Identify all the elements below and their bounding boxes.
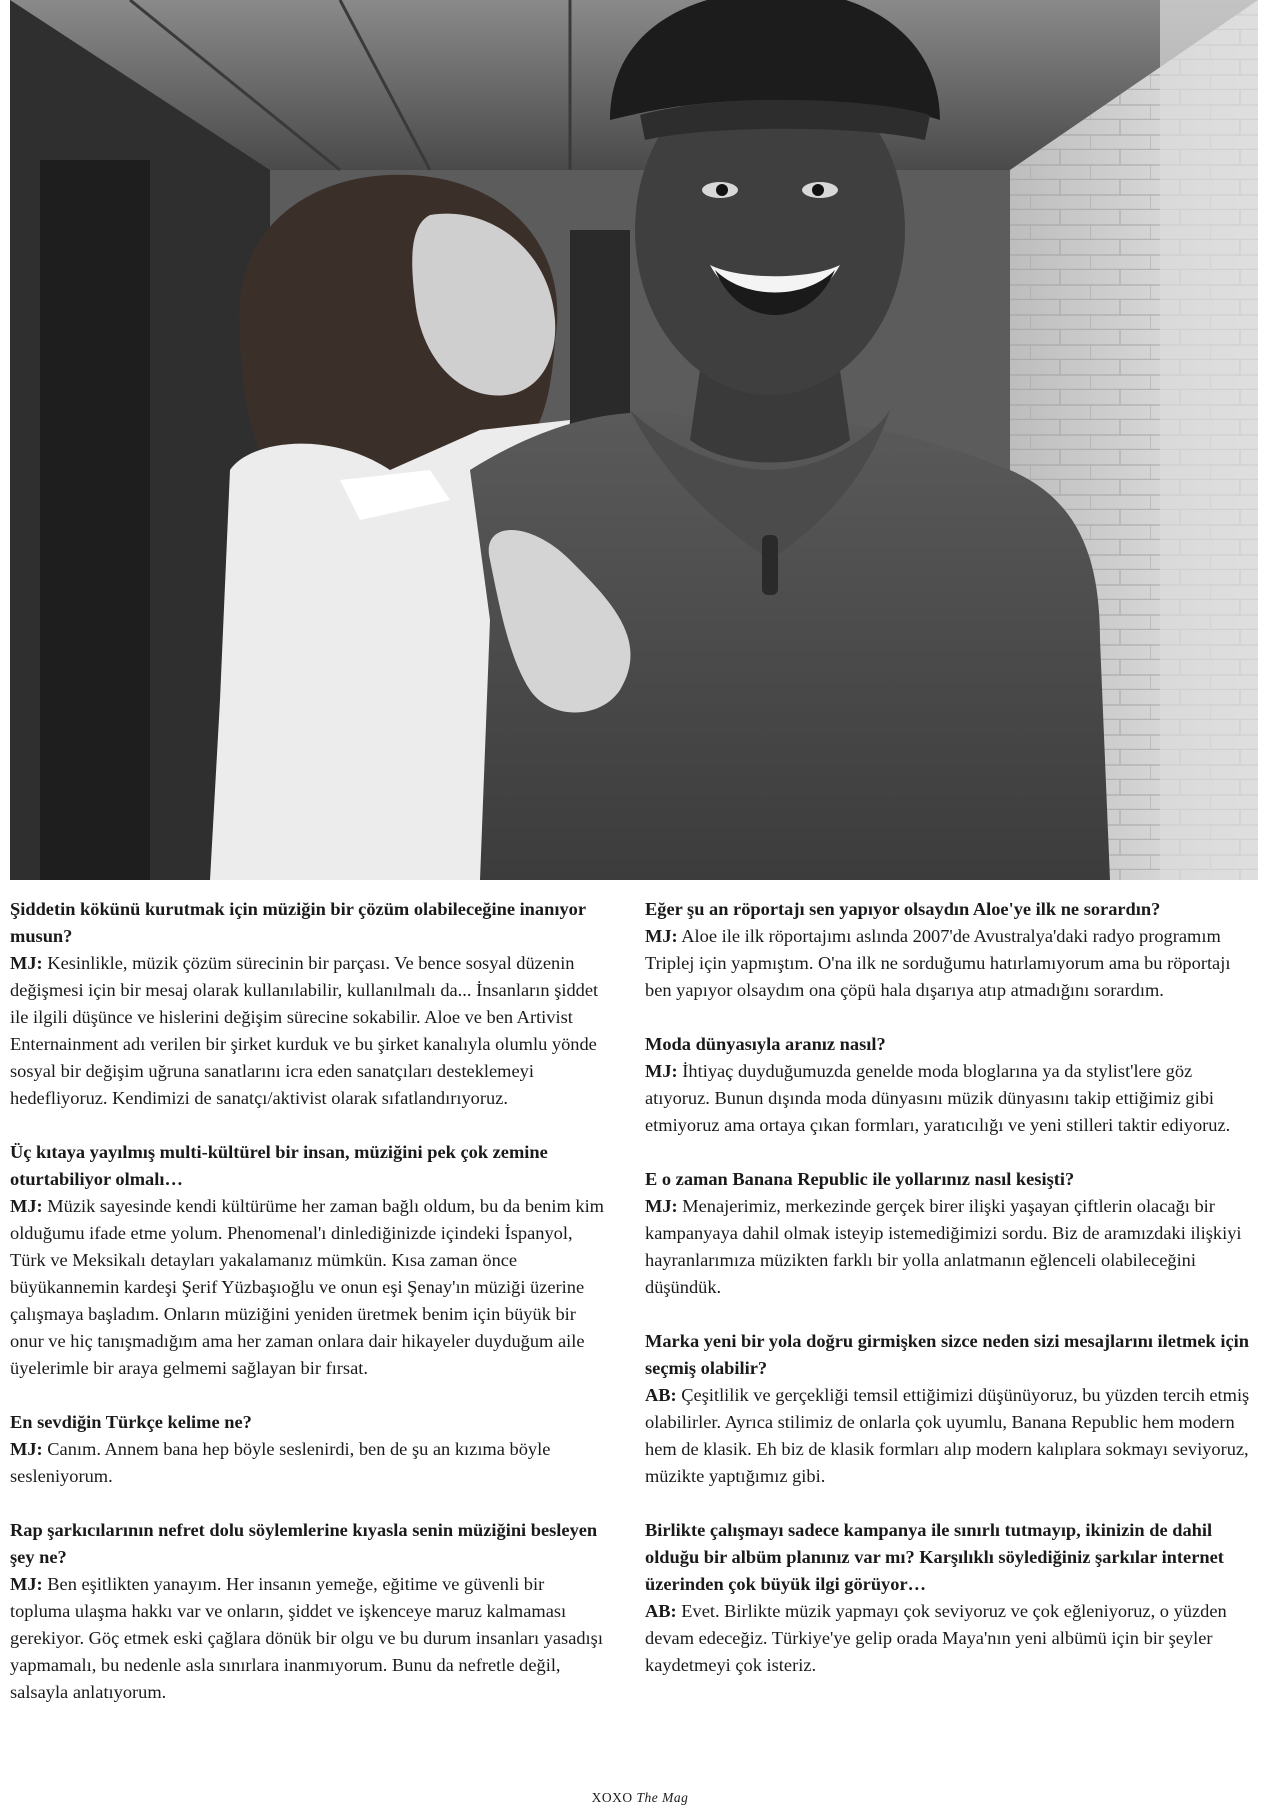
interview-question: Rap şarkıcılarının nefret dolu söylemlerine kıyasla senin müziğini besleyen şey ne? (10, 1520, 598, 1567)
interview-question: Eğer şu an röportajı sen yapıyor olsaydın Aloe'ye ilk ne sorardın? (645, 899, 1161, 919)
qa-block (645, 896, 1251, 1004)
qa-block (10, 896, 605, 1112)
qa-block (10, 1409, 605, 1490)
interview-question: Üç kıtaya yayılmış multi-kültürel bir insan, müziğini pek çok zemine oturtabiliyor olmalı… (10, 1142, 548, 1189)
qa-block (645, 1517, 1251, 1679)
speaker-label: MJ: (10, 1574, 43, 1594)
interview-question: En sevdiğin Türkçe kelime ne? (10, 1412, 252, 1432)
page-footer (0, 1790, 1280, 1806)
answer-text: Aloe ile ilk röportajımı aslında 2007'de Avustralya'daki radyo programım Triplej için yapmıştım. O'na ilk ne sorduğumu hatırlamıyorum ama bu röportajı ben yapıyor olsaydım ona çöpü hala dışarıya atıp atmadığını sorardım. (645, 926, 1231, 1000)
speaker-label: AB: (645, 1385, 677, 1405)
answer-text: Kesinlikle, müzik çözüm sürecinin bir parçası. Ve bence sosyal düzenin değişmesi için bir mesaj olarak kullanılabilir, kullanılmalı da... İnsanların şiddet ile ilgili düşünce ve hislerini değişim sürecine sokabilir. Aloe ve ben Artivist Enternainment adı verilen bir şirket kurduk ve bu şirket kanalıyla olumlu yönde sosyal bir değişim uğruna sanatlarını icra eden sanatçıları desteklemeyi hedefliyoruz. Kendimizi de sanatçı/aktivist olarak sıfatlandırıyoruz. (10, 953, 599, 1108)
speaker-label: MJ: (645, 1061, 678, 1081)
interview-question: Marka yeni bir yola doğru girmişken sizce neden sizi mesajlarını iletmek için seçmiş olabilir? (645, 1331, 1249, 1378)
answer-text: Müzik sayesinde kendi kültürüme her zaman bağlı oldum, bu da benim kim olduğumu ifade etme yolum. Phenomenal'ı dinlediğinizde içindeki İspanyol, Türk ve Meksikalı detayları yakalamanız mümkün. Kısa zaman önce büyükannemin kardeşi Şerif Yüzbaşıoğlu ve onun eşi Şenay'ın müziği üzerine çalışmaya başladım. Onların müziğini yeniden üretmek benim için büyük bir onur ve hiç tanışmadığım ama her zaman onlara dair hikayeler duyduğum aile üyelerimle bir araya gelmemi sağlayan bir fırsat. (10, 1196, 604, 1378)
interview-answer (645, 1598, 1251, 1679)
interview-question: E o zaman Banana Republic ile yollarınız nasıl kesişti? (645, 1169, 1075, 1189)
interview-question: Birlikte çalışmayı sadece kampanya ile sınırlı tutmayıp, ikinizin de dahil olduğu bir albüm planınız var mı? Karşılıklı söylediğiniz şarkılar internet üzerinden çok büyük ilgi görüyor… (645, 1520, 1224, 1594)
answer-text: Menajerimiz, merkezinde gerçek birer ilişki yaşayan çiftlerin olacağı bir kampanyaya dahil olmak isteyip istemediğimizi sordu. Biz de aramızdaki ilişkiyi hayranlarımıza müzikten farklı bir yolla anlatmanın eğlenceli olabileceğini düşündük. (645, 1196, 1242, 1297)
interview-answer (10, 950, 605, 1112)
interview-answer (645, 923, 1251, 1004)
footer-magazine-name: The Mag (636, 1790, 689, 1805)
answer-text: Evet. Birlikte müzik yapmayı çok seviyoruz ve çok eğleniyoruz, o yüzden devam edeceğiz. Türkiye'ye gelip orada Maya'nın yeni albümü için bir şeyler kaydetmeyi çok isteriz. (645, 1601, 1227, 1675)
speaker-label: MJ: (10, 1439, 43, 1459)
answer-text: Canım. Annem bana hep böyle seslenirdi, ben de şu an kızıma böyle sesleniyorum. (10, 1439, 551, 1486)
answer-text: Çeşitlilik ve gerçekliği temsil ettiğimizi düşünüyoruz, bu yüzden tercih etmiş olabilirler. Ayrıca stilimiz de onlarla çok uyumlu, Banana Republic hem modern hem de klasik. Eh biz de klasik formları alıp modern kalıplara sokmayı seviyoruz, müzikte yaptığımız gibi. (645, 1385, 1250, 1486)
qa-block (10, 1517, 605, 1706)
portrait-photo (10, 0, 1258, 880)
interview-column-left (10, 896, 605, 1733)
answer-text: İhtiyaç duyduğumuzda genelde moda bloglarına ya da stylist'lere göz atıyoruz. Bunun dışında moda dünyasını müzik dünyasını takip ettiğimiz gibi etmiyoruz ama ortaya çıkan formları, yaratıcılığı ve yeni stilleri taktir ediyoruz. (645, 1061, 1231, 1135)
speaker-label: MJ: (645, 926, 678, 946)
interview-column-right (645, 896, 1251, 1706)
portrait-photo-illustration (10, 0, 1258, 880)
interview-answer (645, 1193, 1251, 1301)
interview-answer (10, 1193, 605, 1382)
qa-block (10, 1139, 605, 1382)
speaker-label: MJ: (10, 1196, 43, 1216)
qa-block (645, 1031, 1251, 1139)
interview-question: Şiddetin kökünü kurutmak için müziğin bir çözüm olabileceğine inanıyor musun? (10, 899, 586, 946)
speaker-label: MJ: (645, 1196, 678, 1216)
speaker-label: AB: (645, 1601, 677, 1621)
qa-block (645, 1328, 1251, 1490)
interview-answer (10, 1571, 605, 1706)
qa-block (645, 1166, 1251, 1301)
footer-brand: XOXO (591, 1790, 633, 1805)
speaker-label: MJ: (10, 953, 43, 973)
interview-answer (645, 1382, 1251, 1490)
interview-answer (645, 1058, 1251, 1139)
interview-question: Moda dünyasıyla aranız nasıl? (645, 1034, 886, 1054)
interview-answer (10, 1436, 605, 1490)
answer-text: Ben eşitlikten yanayım. Her insanın yemeğe, eğitime ve güvenli bir topluma ulaşma hakkı var ve onların, şiddet ve işkenceye maruz kalmaması gerekiyor. Göç etmek eski çağlara dönük bir olgu ve bu durum insanları yasadışı yapmamalı, bu nedenle asla sınırlara inanmıyorum. Bunu da nefretle değil, salsayla anlatıyorum. (10, 1574, 603, 1702)
